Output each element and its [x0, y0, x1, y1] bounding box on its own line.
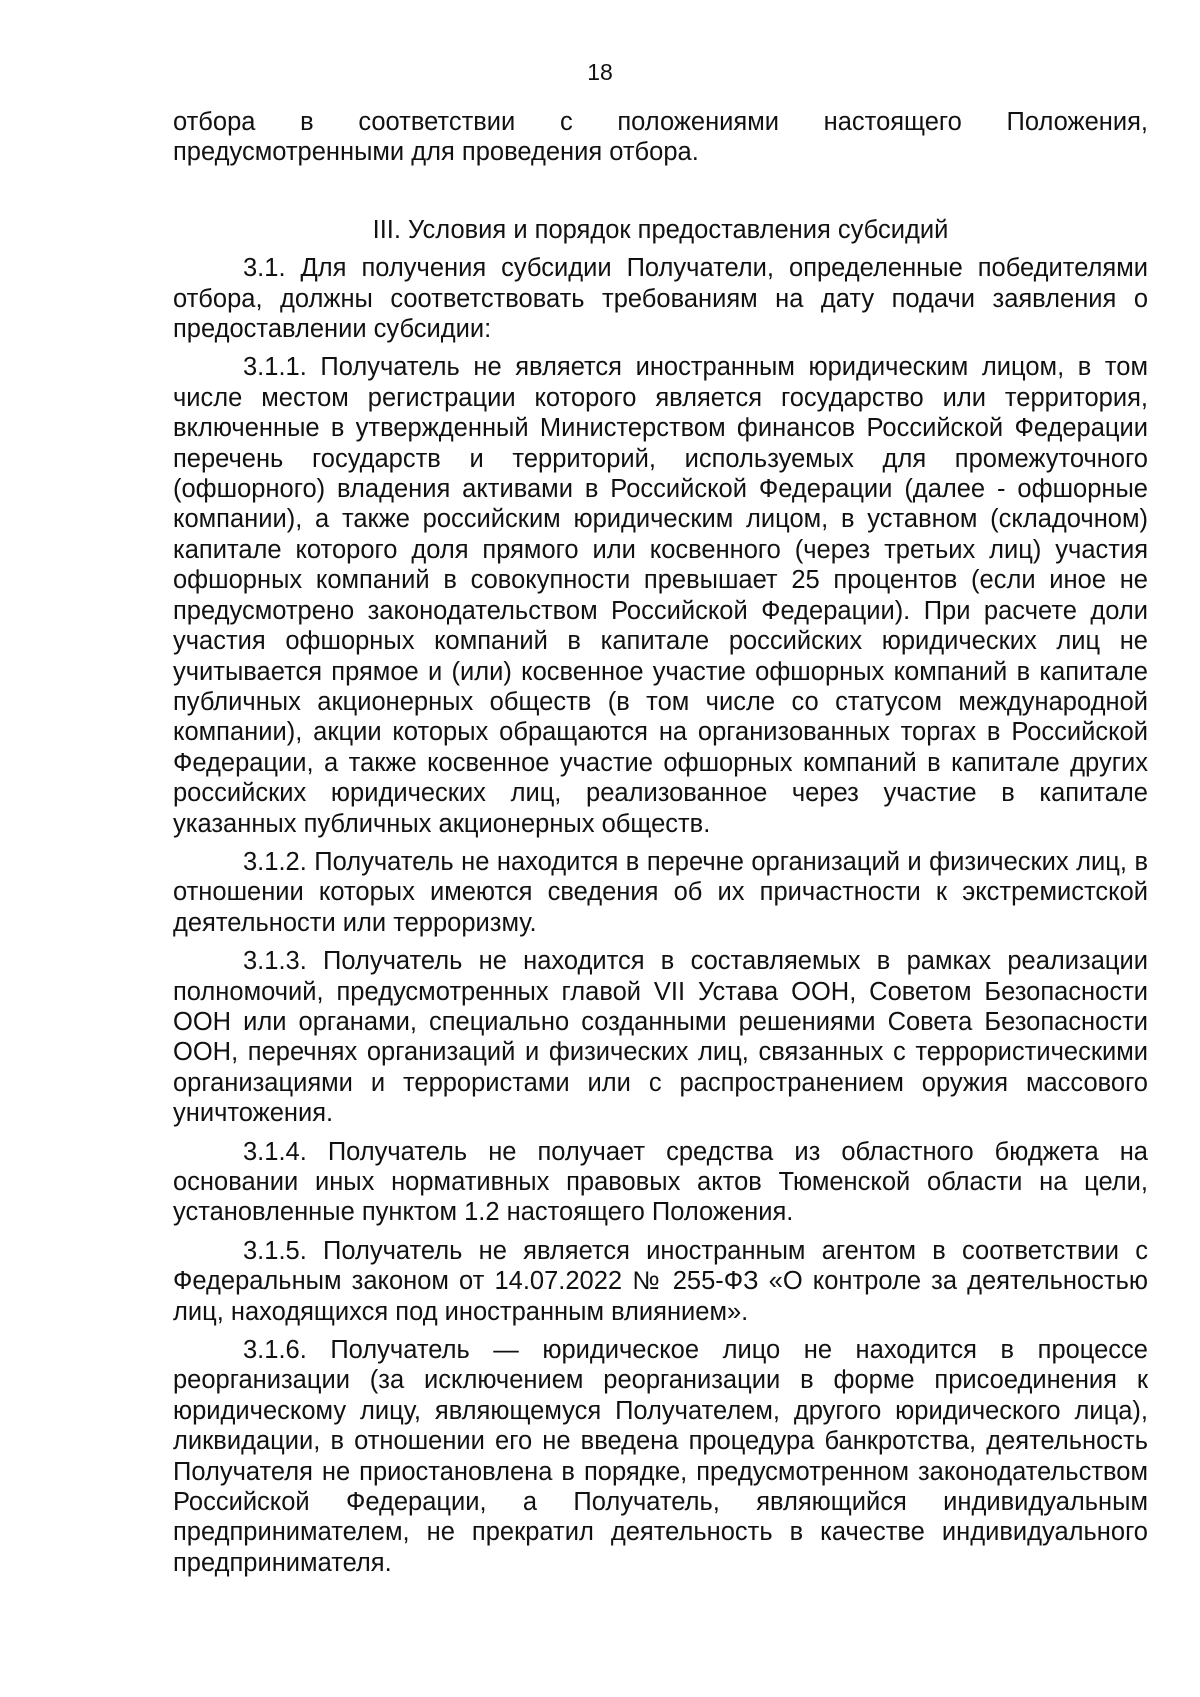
page-number: 18 — [587, 59, 613, 85]
paragraph-3-1-6: 3.1.6. Получатель — юридическое лицо не находится в процессе реорганизации (за исключением реорганизации в форме присоединения к юридическому лицу, являющемуся Получателем, другого юридического лица), ликвидации, в отношении его не введена процедура банкротства, деятельность Получателя не приостановлена в порядке, предусмотренном законодательством Российской Федерации, а Получатель, являющийся индивидуальным предпринимателем, не прекратил деятельность в качестве индивидуального предпринимателя. — [173, 1336, 1148, 1577]
section-heading: III. Условия и порядок предоставления субсидий — [372, 215, 949, 244]
paragraph-3-1-5: 3.1.5. Получатель не является иностранным агентом в соответствии с Федеральным законом от 14.07.2022 № 255-ФЗ «О контроле за деятельностью лиц, находящихся под иностранным влиянием». — [173, 1236, 1148, 1326]
paragraph-3-1-2: 3.1.2. Получатель не находится в перечне организаций и физических лиц, в отношении которых имеются сведения об их причастности к экстремистской деятельности или терроризму. — [173, 847, 1148, 937]
paragraph-3-1-1: 3.1.1. Получатель не является иностранным юридическим лицом, в том числе местом регистрации которого является государство или территория, включенные в утвержденный Министерством финансов Российской Федерации перечень государств и территорий, используемых для промежуточного (офшорного) владения активами в Российской Федерации (далее - офшорные компании), а также российским юридическим лицом, в уставном (складочном) капитале которого доля прямого или косвенного (через третьих лиц) участия офшорных компаний в совокупности превышает 25 процентов (если иное не предусмотрено законодательством Российской Федерации). При расчете доли участия офшорных компаний в капитале российских юридических лиц не учитывается прямое и (или) косвенное участие офшорных компаний в капитале публичных акционерных обществ (в том числе со статусом международной компании), акции которых обращаются на организованных торгах в Российской Федерации, а также косвенное участие офшорных компаний в капитале других российских юридических лиц, реализованное через участие в капитале указанных публичных акционерных обществ. — [173, 353, 1148, 838]
document-body — [173, 107, 1148, 1578]
paragraph-3-1: 3.1. Для получения субсидии Получатели, определенные победителями отбора, должны соответствовать требованиям на дату подачи заявления о предоставлении субсидии: — [173, 254, 1148, 344]
paragraph-3-1-3: 3.1.3. Получатель не находится в составляемых в рамках реализации полномочий, предусмотренных главой VII Устава ООН, Советом Безопасности ООН или органами, специально созданными решениями Совета Безопасности ООН, перечнях организаций и физических лиц, связанных с террористическими организациями и террористами или с распространением оружия массового уничтожения. — [173, 947, 1148, 1128]
intro-paragraph: отбора в соответствии с положениями настоящего Положения, предусмотренными для проведения отбора. — [173, 108, 1148, 167]
paragraph-3-1-4: 3.1.4. Получатель не получает средства из областного бюджета на основании иных нормативных правовых актов Тюменской области на цели, установленные пунктом 1.2 настоящего Положения. — [173, 1137, 1148, 1227]
